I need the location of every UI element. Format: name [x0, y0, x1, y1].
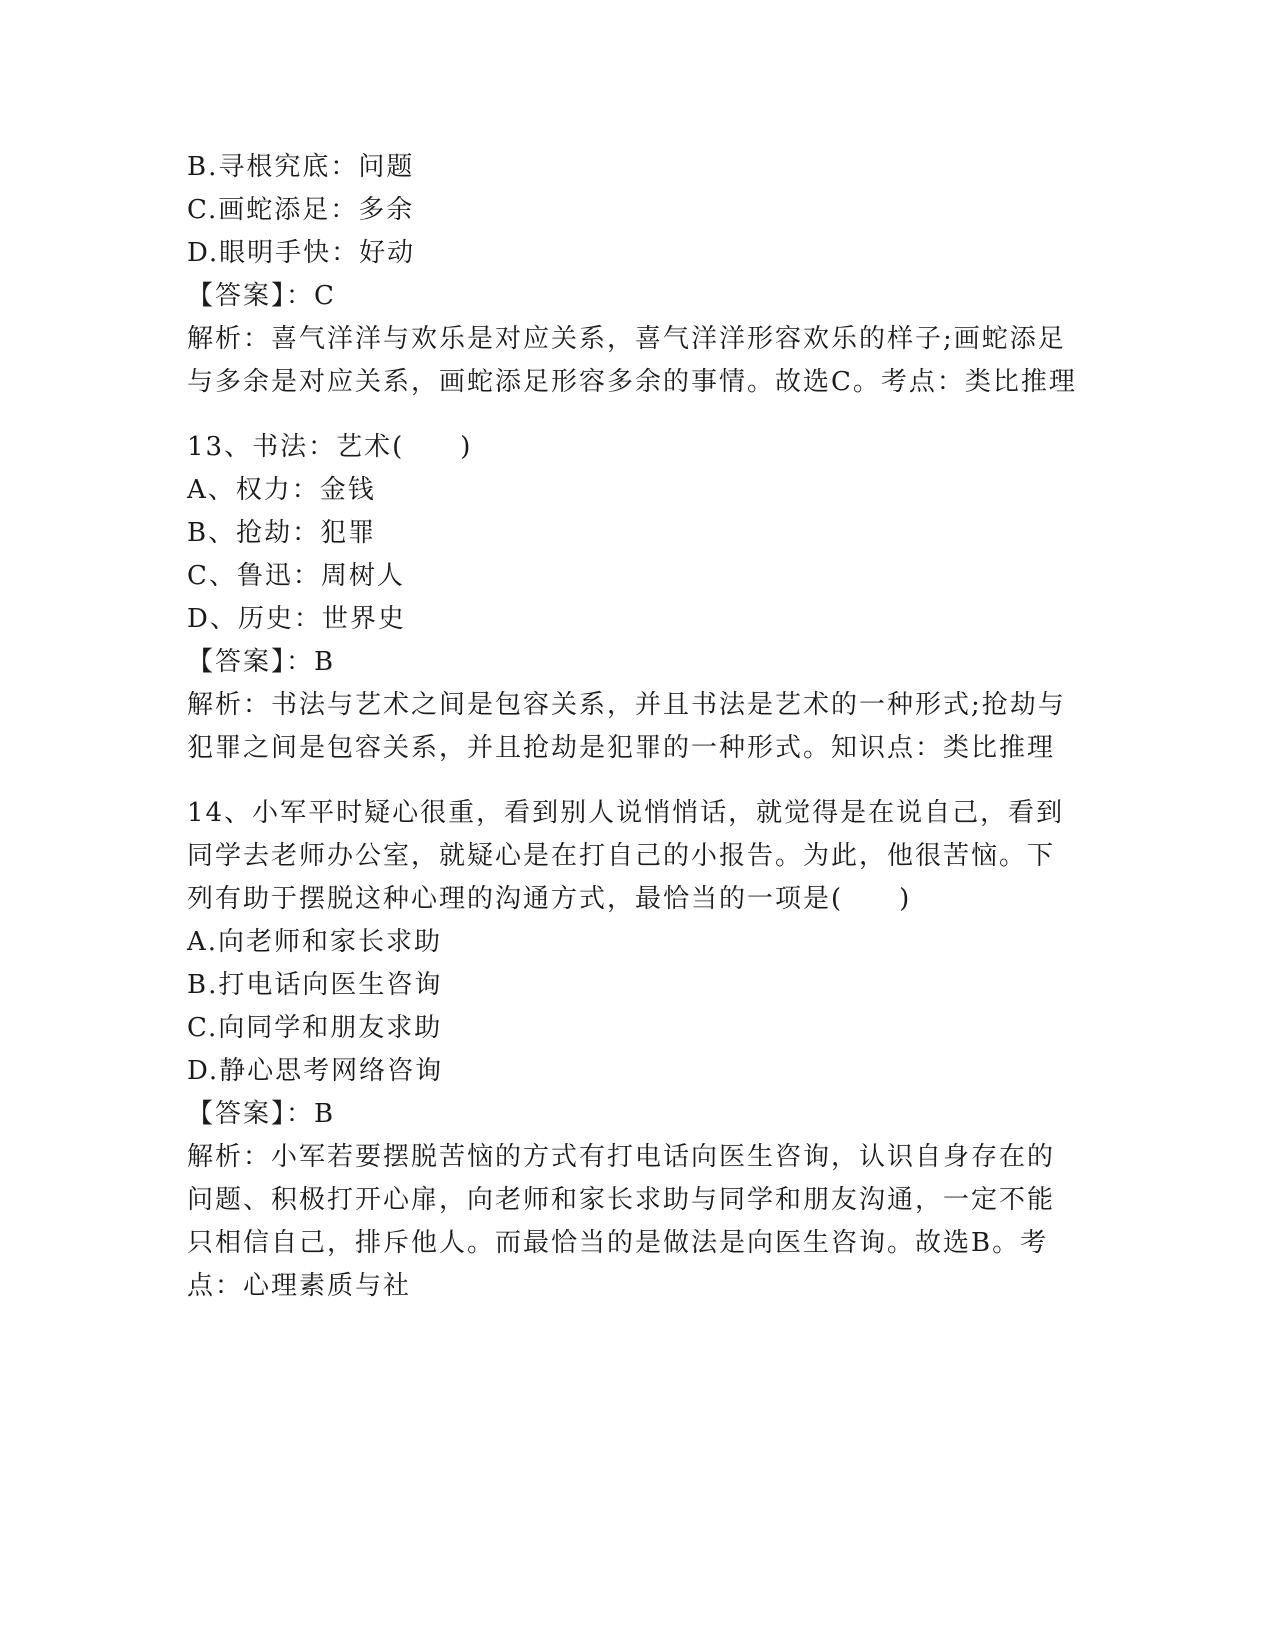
q14-option-d: D.静心思考网络咨询 — [187, 1056, 444, 1086]
q13-option-d: D、历史：世界史 — [187, 604, 406, 634]
q14-question: 14、小军平时疑心很重，看到别人说悄悄话，就觉得是在说自己，看到同学去老师办公室，就疑心是在打自己的小报告。为此，他很苦恼。下列有助于摆脱这种心理的沟通方式，最恰当的一项是( ) — [187, 798, 1065, 914]
q12-answer: 【答案】：C — [187, 281, 336, 311]
q13-option-a: A、权力：金钱 — [187, 475, 376, 505]
q14-option-c: C.向同学和朋友求助 — [187, 1013, 443, 1043]
spacer — [187, 404, 1087, 426]
q13-answer: 【答案】：B — [187, 647, 336, 677]
q14-option-a: A.向老师和家长求助 — [187, 927, 443, 957]
q14-analysis: 解析：小军若要摆脱苦恼的方式有打电话向医生咨询，认识自身存在的问题、积极打开心扉，向老师和家长求助与同学和朋友沟通，一定不能只相信自己，排斥他人。而最恰当的是做法是向医生咨询。故选B。考点：心理素质与社 — [187, 1142, 1056, 1301]
q13-option-c: C、鲁迅：周树人 — [187, 561, 405, 591]
spacer — [187, 770, 1087, 792]
q12-option-b: B.寻根究底：问题 — [187, 152, 415, 182]
q14-answer: 【答案】：B — [187, 1099, 336, 1129]
q12-analysis: 解析：喜气洋洋与欢乐是对应关系，喜气洋洋形容欢乐的样子;画蛇添足与多余是对应关系，画蛇添足形容多余的事情。故选C。考点：类比推理 — [187, 324, 1077, 397]
q12-option-d: D.眼明手快：好动 — [187, 238, 416, 268]
q13-question: 13、书法：艺术( ) — [187, 432, 473, 462]
q13-option-b: B、抢劫：犯罪 — [187, 518, 377, 548]
document-content — [187, 146, 1087, 1308]
q13-analysis: 解析：书法与艺术之间是包容关系，并且书法是艺术的一种形式;抢劫与犯罪之间是包容关系，并且抢劫是犯罪的一种形式。知识点：类比推理 — [187, 690, 1066, 763]
q14-option-b: B.打电话向医生咨询 — [187, 970, 443, 1000]
q12-option-c: C.画蛇添足：多余 — [187, 195, 415, 225]
